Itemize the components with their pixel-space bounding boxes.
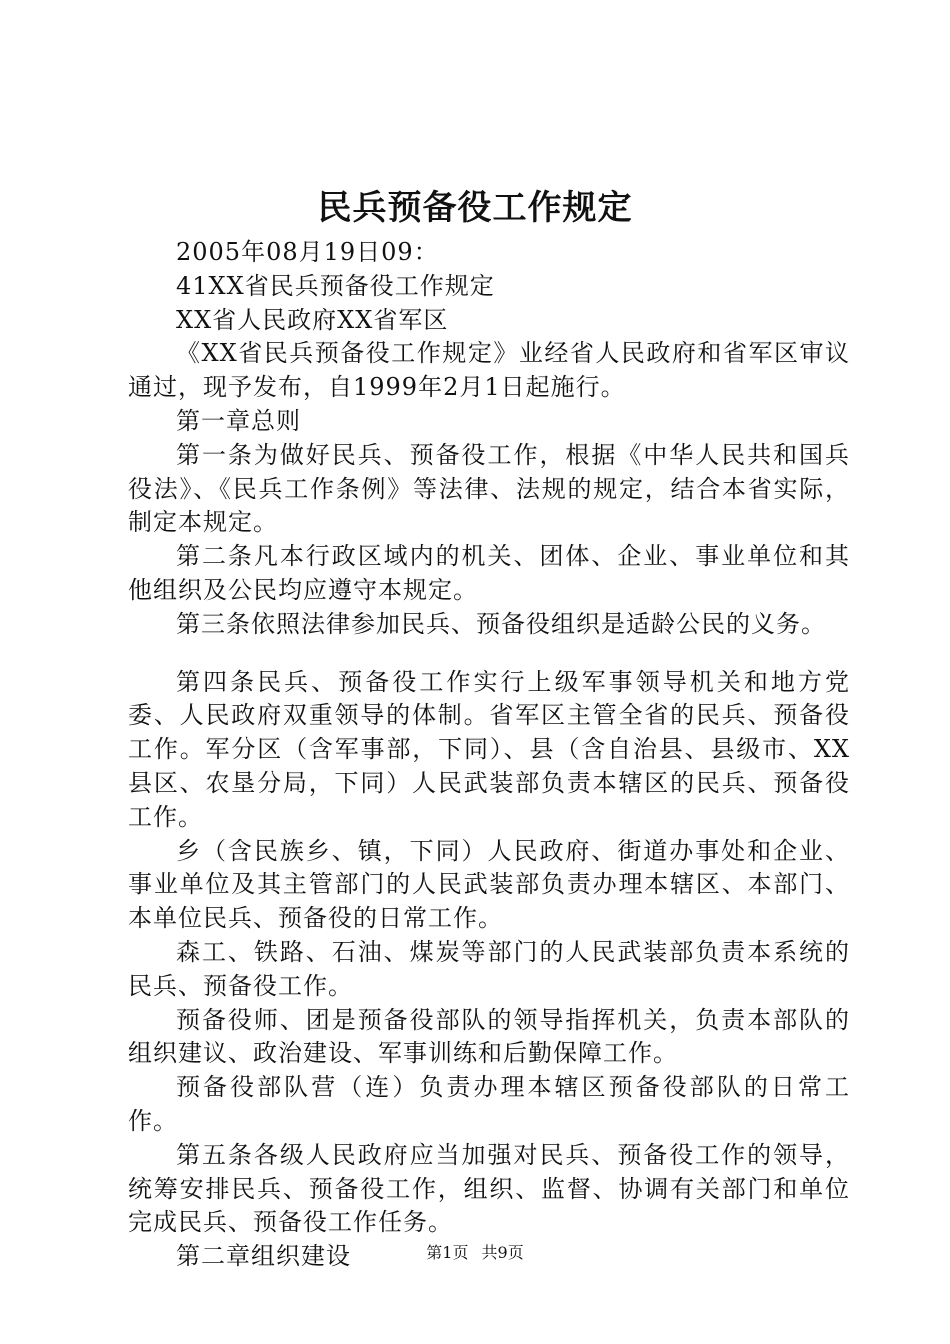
page-footer xyxy=(0,1242,950,1264)
article-3-paragraph: 第三条依照法律参加民兵、预备役组织是适龄公民的义务。 xyxy=(176,609,826,638)
doc-number-line: 41XX省民兵预备役工作规定 xyxy=(176,271,495,300)
article-2-paragraph: 第二条凡本行政区域内的机关、团体、企业、事业单位和其他组织及公民均应遵守本规定。 xyxy=(128,542,850,604)
article-4-division-paragraph: 预备役师、团是预备役部队的领导指挥机关，负责本部队的组织建议、政治建设、军事训练和后勤保障工作。 xyxy=(128,1005,850,1068)
page-number: 第1页 xyxy=(426,1243,469,1262)
article-4-battalion-paragraph: 预备役部队营（连）负责办理本辖区预备役部队的日常工作。 xyxy=(128,1073,850,1135)
chapter-heading-2: 第二章组织建设 xyxy=(176,1242,351,1271)
date-line: 2005年08月19日09： xyxy=(176,238,439,266)
article-4-township-paragraph: 乡（含民族乡、镇，下同）人民政府、街道办事处和企业、事业单位及其主管部门的人民武装部负责办理本辖区、本部门、本单位民兵、预备役的日常工作。 xyxy=(128,836,850,933)
article-1-paragraph: 第一条为做好民兵、预备役工作，根据《中华人民共和国兵役法》、《民兵工作条例》等法律、法规的规定，结合本省实际，制定本规定。 xyxy=(128,440,850,537)
preamble-paragraph: 《XX省民兵预备役工作规定》业经省人民政府和省军区审议通过，现予发布，自1999年2月1日起施行。 xyxy=(128,339,850,402)
article-4-sector-paragraph: 森工、铁路、石油、煤炭等部门的人民武装部负责本系统的民兵、预备役工作。 xyxy=(128,937,850,1000)
chapter-heading-1: 第一章总则 xyxy=(176,406,301,435)
article-4-paragraph: 第四条民兵、预备役工作实行上级军事领导机关和地方党委、人民政府双重领导的体制。省军区主管全省的民兵、预备役工作。军分区（含军事部，下同）、县（含自治县、县级市、XX县区、农垦分局，下同）人民武装部负责本辖区的民兵、预备役工作。 xyxy=(128,667,850,831)
article-5-paragraph: 第五条各级人民政府应当加强对民兵、预备役工作的领导，统筹安排民兵、预备役工作，组织、监督、协调有关部门和单位完成民兵、预备役工作任务。 xyxy=(128,1140,850,1237)
page-total: 共9页 xyxy=(481,1243,524,1262)
document-body xyxy=(128,236,850,1274)
issuer-line: XX省人民政府XX省军区 xyxy=(176,305,449,334)
document-title: 民兵预备役工作规定 xyxy=(317,188,633,228)
